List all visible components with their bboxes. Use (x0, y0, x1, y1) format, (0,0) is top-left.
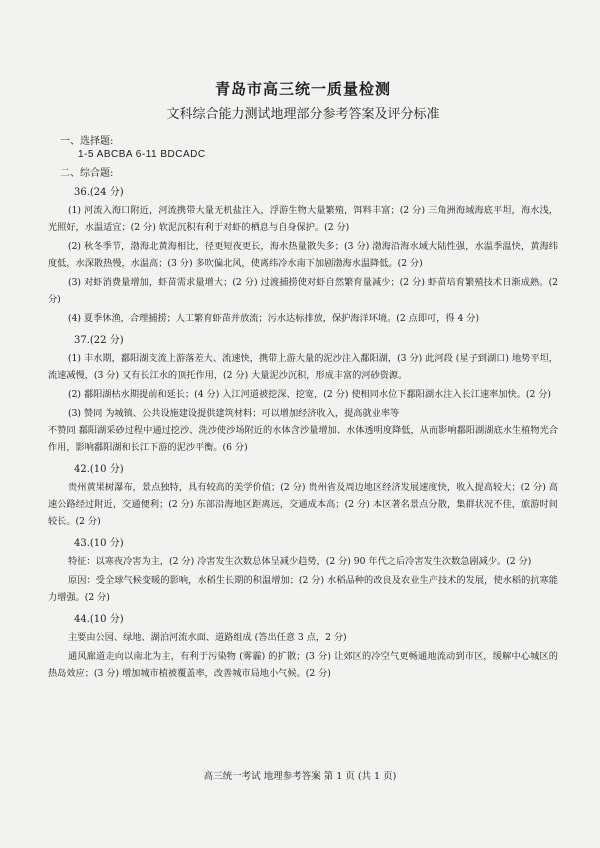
q44-effects: 通风廊道走向以南北为主，有利于污染物 (雾霾) 的扩散；(3 分) 让郊区的冷空气更畅通地流动到市区，缓解中心城区的热岛效应；(3 分) 增加城市植被覆盖率，改善城市局地小气候。(2 分) (48, 651, 558, 679)
q43-reason: 原因：受全球气候变暖的影响，水稻生长期的积温增加；(2 分) 水稻品种的改良及农业生产技术的发展，使水稻的抗寒能力增强。(2 分) (48, 575, 558, 603)
section-synthesis-label: 二、综合题: (60, 168, 114, 179)
page-title: 青岛市高三统一质量检测 (214, 80, 391, 98)
q43-feature: 特征：以寒夜冷害为主，(2 分) 冷害发生次数总体呈减少趋势，(2 分) 90 年代之后冷害发生次数急剧减少。(2 分) (68, 556, 532, 567)
question-43-heading: 43.(10 分) (74, 538, 124, 549)
q36-part3: (3) 对虾消费量增加，虾苗需求量增大；(2 分) 过渡捕捞使对虾自然繁育量减少；(2 分) 虾苗培育繁殖技术日渐成熟。(2 分) (48, 277, 558, 305)
q36-part4: (4) 夏季休渔，合理捕捞；人工繁育虾苗并放流；污水达标排放，保护海洋环境。(2 点即可，得 4 分) (68, 313, 480, 324)
q37-part3: (3) 赞同 为城镇、公共设施建设提供建筑材料；可以增加经济收入，提高就业率等 不赞同 鄱阳湖采砂过程中通过挖沙、洗沙使沙场附近的水体含沙量增加、水体透明度降低，从而影响鄱阳湖湖底水生植物光合作用，影响鄱阳湖和长江下游的泥沙平衡。(6 分) (48, 408, 558, 453)
page-subtitle: 文科综合能力测试地理部分参考答案及评分标准 (166, 107, 440, 122)
q42-answer: 贵州黄果树瀑布，景点独特，具有较高的美学价值；(2 分) 贵州省及周边地区经济发展速度快，收入提高较大；(2 分) 高速公路经过附近，交通便利；(2 分) 东部沿海地区距离远，交通成本高；(2 分) 本区著名景点分散，集群状况不佳，旅游时间较长。(2 分) (48, 482, 558, 527)
q36-part2: (2) 秋冬季节，渤海北黄海相比，径更短夜更长，海水热量散失多；(3 分) 渤海沿海水域大陆性强，水温季温快，黄海纬度低，水深散热慢，水温高；(3 分) 多吹偏北风，使离纬冷水南下加剧渤海水温降低。(2 分) (48, 241, 558, 269)
question-36-heading: 36.(24 分) (74, 187, 124, 198)
q37-part2: (2) 鄱阳湖枯水期提前和延长；(4 分) 入江河道被挖深、挖宽，(2 分) 使相同水位下鄱阳湖水注入长江速率加快。(2 分) (68, 389, 552, 400)
question-42-heading: 42.(10 分) (74, 464, 124, 475)
q37-part1: (1) 丰水期，鄱阳湖支流上游落差大、流速快，携带上游大量的泥沙注入鄱阳湖，(3 分) 此河段 (星子到湖口) 地势平坦，流速减慢，(3 分) 又有长江水的顶托作用，(2 分) 大量泥沙沉积，形成丰富的河砂资源。 (48, 353, 558, 381)
choice-answers: 1-5 ABCBA 6-11 BDCADC (78, 149, 206, 160)
question-44-heading: 44.(10 分) (74, 614, 124, 625)
section-choice-label: 一、选择题: (60, 136, 114, 147)
q44-composition: 主要由公园、绿地、湖泊河流水面、道路组成 (答出任意 3 点，2 分) (68, 632, 347, 643)
question-37-heading: 37.(22 分) (74, 335, 124, 346)
page-footer: 高三统一考试 地理参考答案 第 1 页 (共 1 页) (203, 771, 397, 782)
q36-part1: (1) 河流入海口附近，河流携带大量无机盐注入，浮游生物大量繁殖，饵料丰富；(2 分) 三角洲海域海底平坦，海水浅，光照好，水温适宜；(2 分) 软泥沉积有利于对虾的栖息与自身保护。(2 分) (48, 205, 558, 233)
